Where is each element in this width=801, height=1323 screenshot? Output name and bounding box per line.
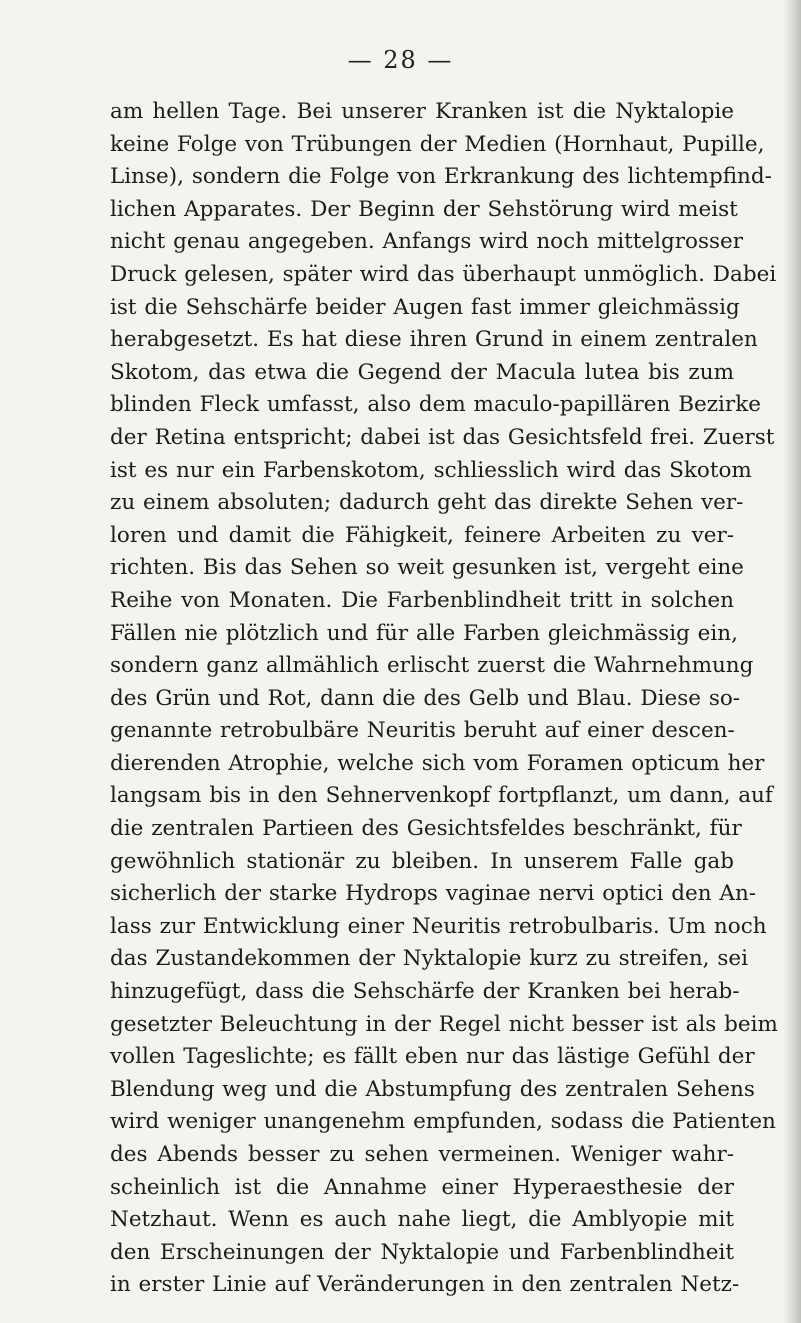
text-line: das Zustandekommen der Nyktalopie kurz zu streifen, sei <box>110 946 748 972</box>
text-line: wird weniger unangenehm empfunden, sodass die Patienten <box>110 1109 776 1135</box>
text-line: hinzugefügt, dass die Sehschärfe der Kranken bei herab- <box>110 979 740 1005</box>
text-line: ist die Sehschärfe beider Augen fast immer gleichmässig <box>110 294 740 320</box>
text-line: keine Folge von Trübungen der Medien (Hornhaut, Pupille, <box>110 131 765 157</box>
text-line: Reihe von Monaten. Die Farbenblindheit tritt in solchen <box>110 587 734 613</box>
text-line: dierenden Atrophie, welche sich vom Foramen opticum her <box>110 750 765 776</box>
text-line: ist es nur ein Farbenskotom, schliesslich wird das Skotom <box>110 457 752 483</box>
text-line: loren und damit die Fähigkeit, feinere Arbeiten zu ver- <box>110 522 734 548</box>
text-line: zu einem absoluten; dadurch geht das direkte Sehen ver- <box>110 490 744 516</box>
text-line: des Abends besser zu sehen vermeinen. Weniger wahr- <box>110 1142 734 1167</box>
text-line: des Grün und Rot, dann die des Gelb und Blau. Diese so- <box>110 685 741 711</box>
text-line: richten. Bis das Sehen so weit gesunken ist, vergeht eine <box>110 555 744 581</box>
text-line: genannte retrobulbäre Neuritis beruht auf einer descen- <box>110 718 735 744</box>
text-line: am hellen Tage. Bei unserer Kranken ist die Nyktalopie <box>110 99 734 124</box>
text-line: langsam bis in den Sehnervenkopf fortpflanzt, um dann, auf <box>110 783 773 809</box>
text-line: nicht genau angegeben. Anfangs wird noch mittelgrosser <box>110 229 744 255</box>
text-line: Druck gelesen, später wird das überhaupt unmöglich. Dabei <box>110 261 777 287</box>
text-line: lichen Apparates. Der Beginn der Sehstörung wird meist <box>110 196 738 222</box>
text-line: vollen Tageslichte; es fällt eben nur das lästige Gefühl der <box>110 1044 755 1070</box>
body-text <box>110 96 778 1302</box>
text-line: lass zur Entwicklung einer Neuritis retrobulbaris. Um noch <box>110 913 767 939</box>
text-line: blinden Fleck umfasst, also dem maculo-papillären Bezirke <box>110 392 761 418</box>
text-line: gewöhnlich stationär zu bleiben. In unserem Falle gab <box>110 848 734 874</box>
text-line: herabgesetzt. Es hat diese ihren Grund in einem zentralen <box>110 327 758 353</box>
text-line: sondern ganz allmählich erlischt zuerst die Wahrnehmung <box>110 653 754 679</box>
text-line: Netzhaut. Wenn es auch nahe liegt, die Amblyopie mit <box>110 1207 734 1233</box>
text-line: scheinlich ist die Annahme einer Hyperaesthesie der <box>110 1174 734 1200</box>
page-edge-shadow <box>783 0 801 1323</box>
page-number: — 28 — <box>347 46 454 74</box>
text-line: den Erscheinungen der Nyktalopie und Farbenblindheit <box>110 1239 734 1265</box>
text-line: Linse), sondern die Folge von Erkrankung des lichtempfind- <box>110 164 772 190</box>
text-line: Fällen nie plötzlich und für alle Farben gleichmässig ein, <box>110 620 738 646</box>
text-line: sicherlich der starke Hydrops vaginae nervi optici den An- <box>110 881 757 907</box>
text-line: in erster Linie auf Veränderungen in den zentralen Netz- <box>110 1272 740 1298</box>
text-line: gesetzter Beleuchtung in der Regel nicht besser ist als beim <box>110 1011 778 1037</box>
text-line: der Retina entspricht; dabei ist das Gesichtsfeld frei. Zuerst <box>110 424 775 450</box>
text-line: die zentralen Partieen des Gesichtsfeldes beschränkt, für <box>110 816 742 842</box>
text-line: Blendung weg und die Abstumpfung des zentralen Sehens <box>110 1076 755 1102</box>
text-line: Skotom, das etwa die Gegend der Macula lutea bis zum <box>110 359 734 385</box>
